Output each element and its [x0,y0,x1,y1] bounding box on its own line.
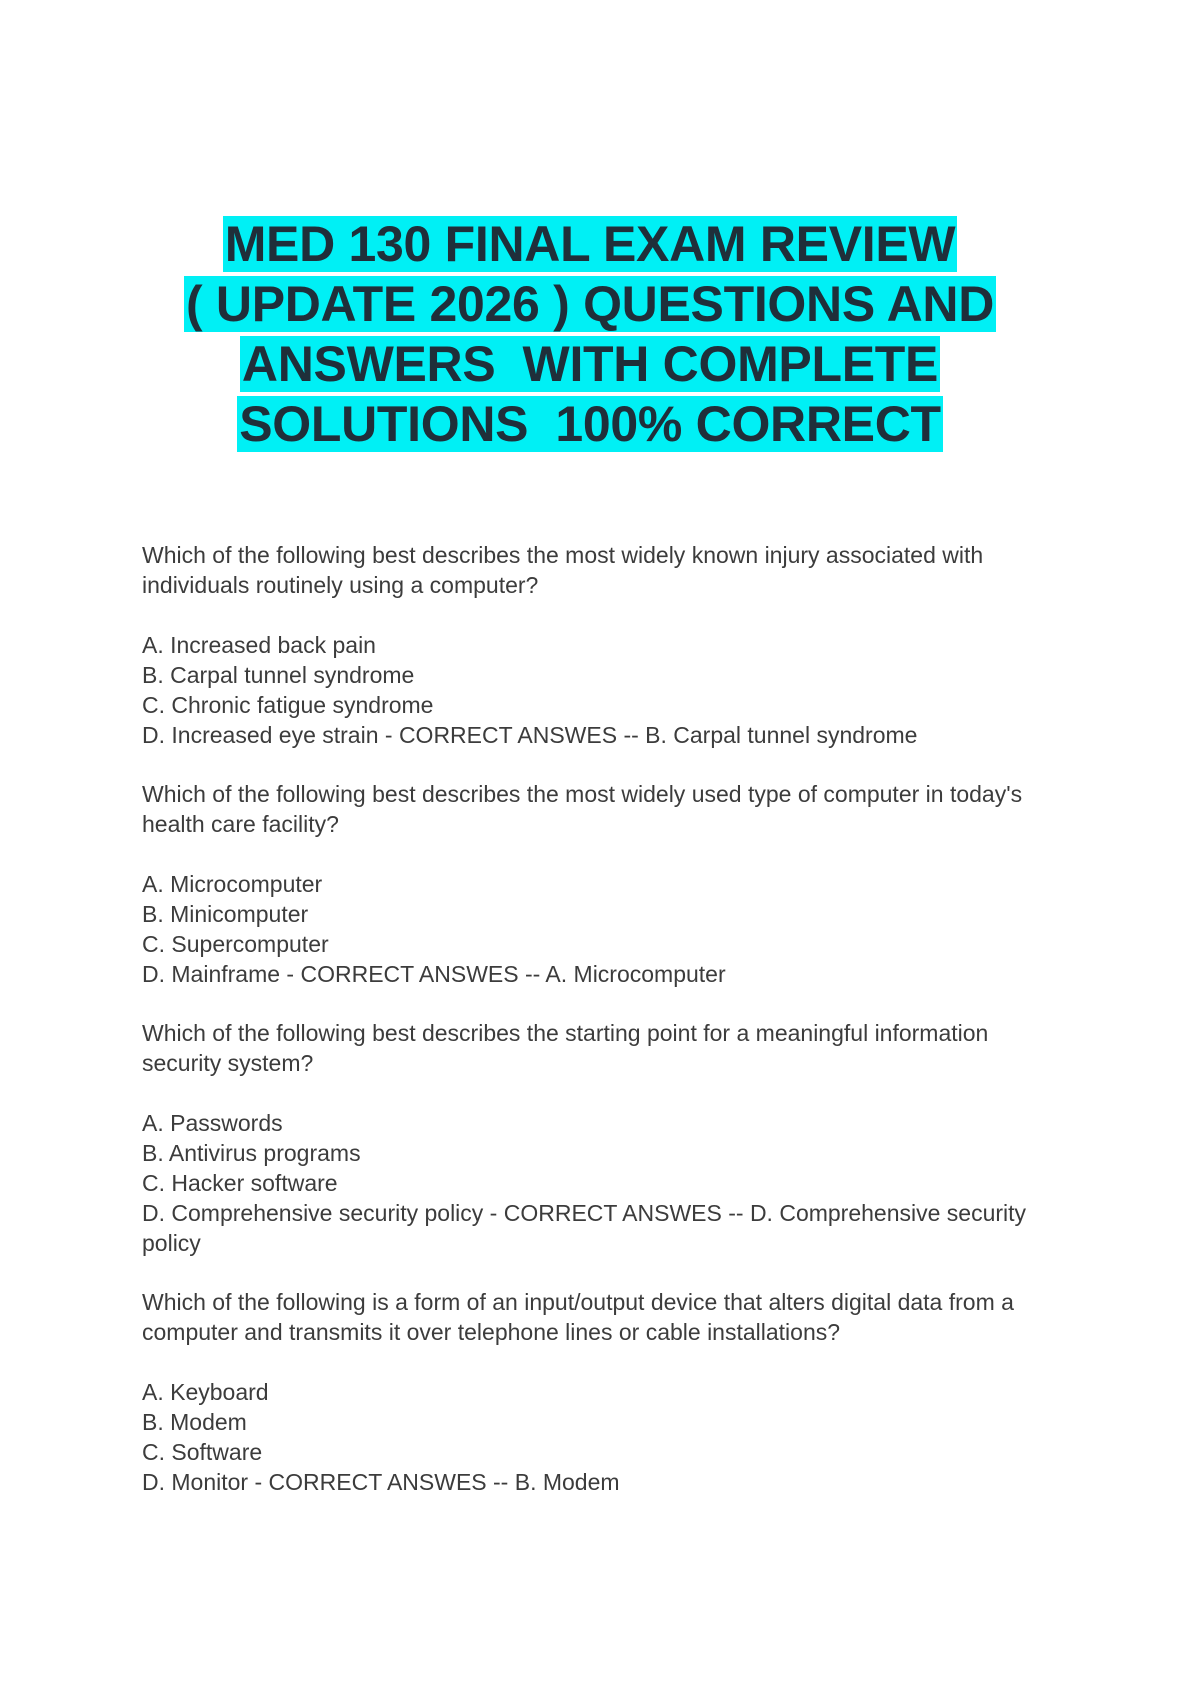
title-line-text: MED 130 FINAL EXAM REVIEW [224,216,956,272]
answer-option: A. Microcomputer [142,871,323,897]
answer-option-with-correct-answer: D. Comprehensive security policy - CORRECT ANSWES -- D. Comprehensive security policy [142,1200,1027,1256]
title-line [150,334,1030,394]
title-line-text: ANSWERS WITH COMPLETE [241,336,939,392]
title-line [150,214,1030,274]
answer-options [142,1377,1072,1497]
title-line-text: SOLUTIONS 100% CORRECT [239,396,941,452]
question-item [142,779,1072,989]
question-text: Which of the following best describes the most widely used type of computer in today's health care facility? [142,781,1023,837]
answer-option: B. Carpal tunnel syndrome [142,662,415,688]
answer-option: C. Chronic fatigue syndrome [142,692,434,718]
answer-options [142,869,1072,989]
question-text: Which of the following best describes the starting point for a meaningful information security system? [142,1020,989,1076]
question-item [142,540,1072,750]
question-list [142,540,1072,1526]
answer-options [142,630,1072,750]
answer-option-with-correct-answer: D. Mainframe - CORRECT ANSWES -- A. Microcomputer [142,961,726,987]
answer-option: A. Increased back pain [142,632,376,658]
answer-option: B. Antivirus programs [142,1140,361,1166]
title-line-text: ( UPDATE 2026 ) QUESTIONS AND [185,276,995,332]
answer-option-with-correct-answer: D. Monitor - CORRECT ANSWES -- B. Modem [142,1469,620,1495]
question-text: Which of the following is a form of an input/output device that alters digital data from a computer and transmits it over telephone lines or cable installations? [142,1289,1014,1345]
answer-options [142,1108,1072,1258]
title-line [150,394,1030,454]
answer-option-with-correct-answer: D. Increased eye strain - CORRECT ANSWES -- B. Carpal tunnel syndrome [142,722,918,748]
answer-option: B. Minicomputer [142,901,309,927]
question-item [142,1018,1072,1258]
answer-option: A. Passwords [142,1110,283,1136]
answer-option: B. Modem [142,1409,247,1435]
answer-option: A. Keyboard [142,1379,269,1405]
question-text: Which of the following best describes the most widely known injury associated with individuals routinely using a computer? [142,542,984,598]
document-title [150,214,1030,454]
question-item [142,1287,1072,1497]
answer-option: C. Software [142,1439,263,1465]
answer-option: C. Hacker software [142,1170,338,1196]
title-line [150,274,1030,334]
answer-option: C. Supercomputer [142,931,329,957]
